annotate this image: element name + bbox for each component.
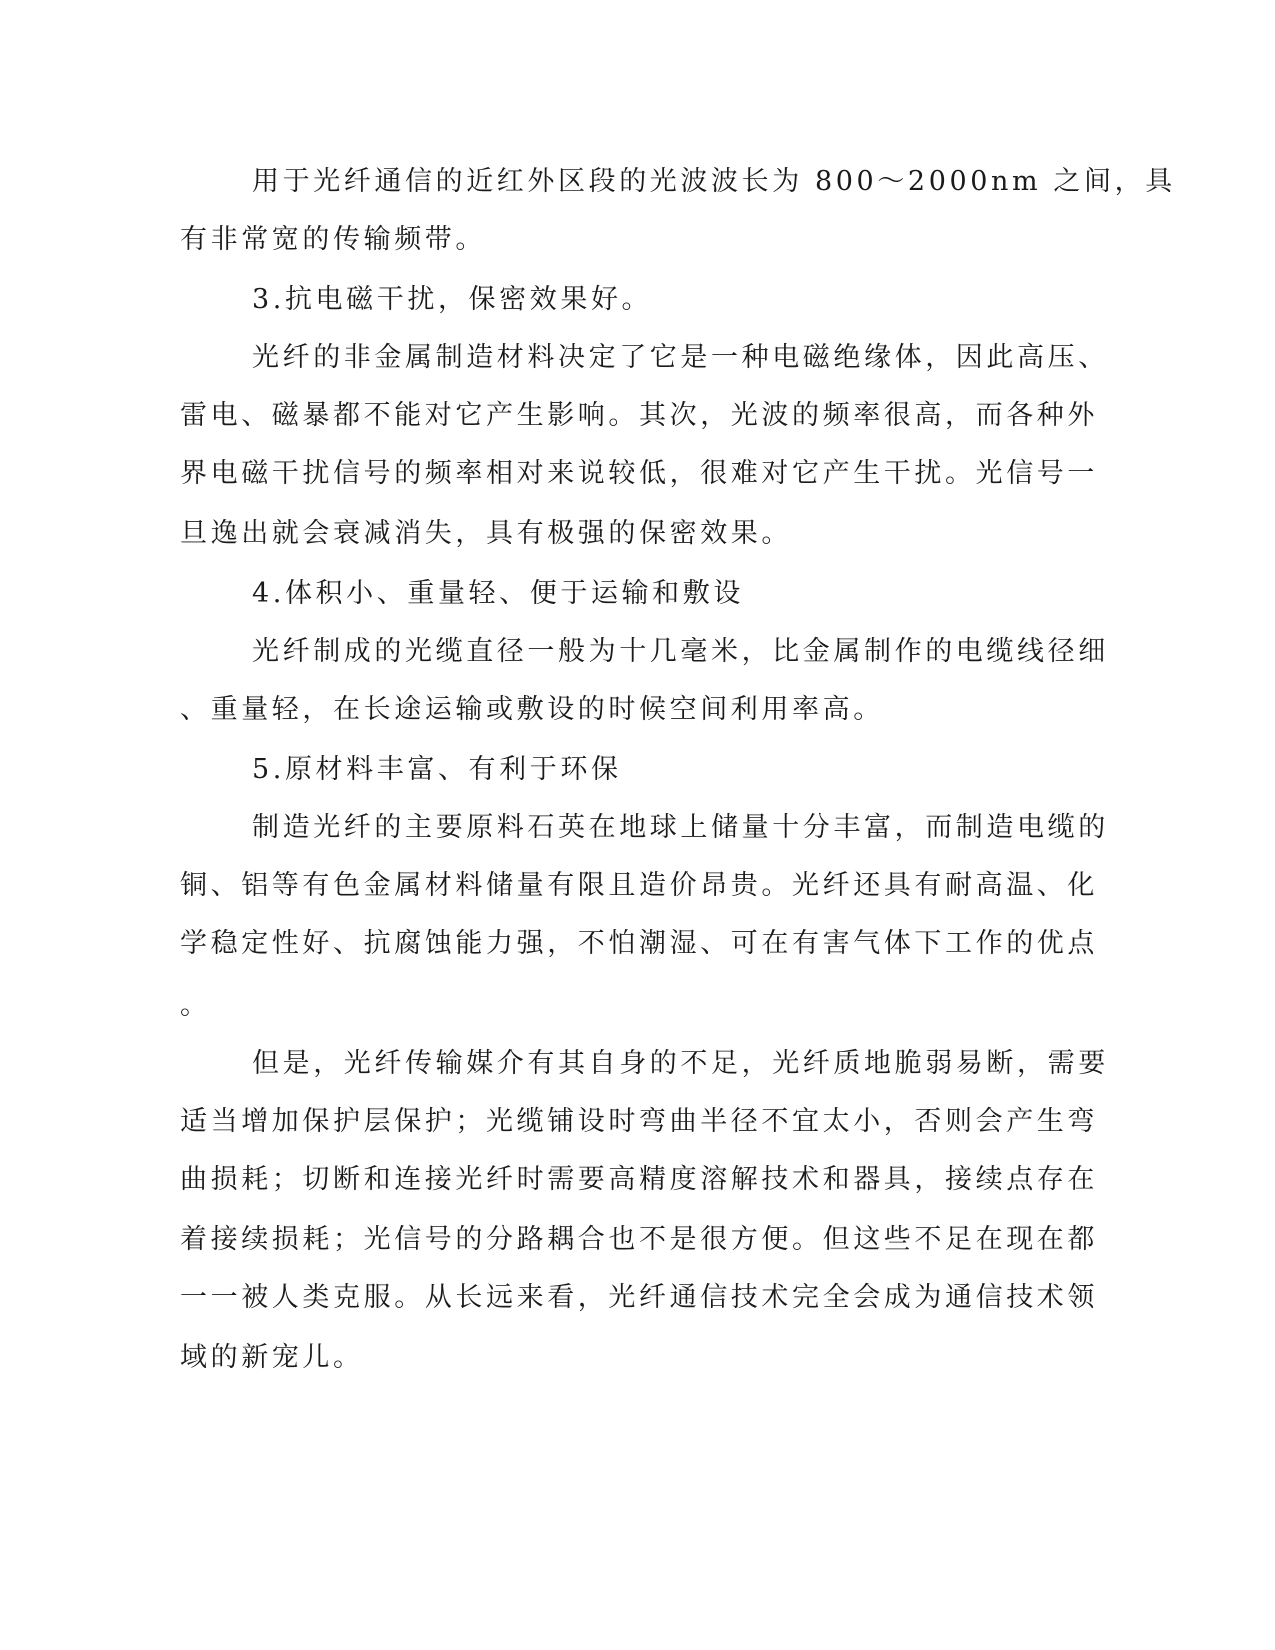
text-line: 光纤的非金属制造材料决定了它是一种电磁绝缘体，因此高压、 <box>252 342 1109 373</box>
section-heading: 4.体积小、重量轻、便于运输和敷设 <box>252 578 744 609</box>
section-heading: 5.原材料丰富、有利于环保 <box>252 754 622 785</box>
text-line: 光纤制成的光缆直径一般为十几毫米，比金属制作的电缆线径细 <box>252 636 1109 667</box>
text-line: 域的新宠儿。 <box>180 1342 364 1373</box>
text-line: 曲损耗；切断和连接光纤时需要高精度溶解技术和器具，接续点存在 <box>180 1164 1098 1195</box>
text-line: 适当增加保护层保护；光缆铺设时弯曲半径不宜太小，否则会产生弯 <box>180 1106 1098 1137</box>
text-line: 有非常宽的传输频带。 <box>180 224 486 255</box>
text-line: 学稳定性好、抗腐蚀能力强，不怕潮湿、可在有害气体下工作的优点 <box>180 928 1098 959</box>
text-line: 铜、铝等有色金属材料储量有限且造价昂贵。光纤还具有耐高温、化 <box>180 870 1098 901</box>
text-line: 用于光纤通信的近红外区段的光波波长为 800～2000nm 之间，具 <box>252 166 1176 197</box>
text-line: 但是，光纤传输媒介有其自身的不足，光纤质地脆弱易断，需要 <box>252 1048 1109 1079</box>
text-line: 着接续损耗；光信号的分路耦合也不是很方便。但这些不足在现在都 <box>180 1224 1098 1255</box>
text-line: 雷电、磁暴都不能对它产生影响。其次，光波的频率很高，而各种外 <box>180 400 1098 431</box>
text-line: 、重量轻，在长途运输或敷设的时候空间利用率高。 <box>180 694 884 725</box>
section-heading: 3.抗电磁干扰，保密效果好。 <box>252 284 653 315</box>
text-line: 制造光纤的主要原料石英在地球上储量十分丰富，而制造电缆的 <box>252 812 1109 843</box>
text-line: 旦逸出就会衰减消失，具有极强的保密效果。 <box>180 518 792 549</box>
text-line: 界电磁干扰信号的频率相对来说较低，很难对它产生干扰。光信号一 <box>180 458 1098 489</box>
text-line: 一一被人类克服。从长远来看，光纤通信技术完全会成为通信技术领 <box>180 1282 1098 1313</box>
text-line: 。 <box>180 990 211 1021</box>
